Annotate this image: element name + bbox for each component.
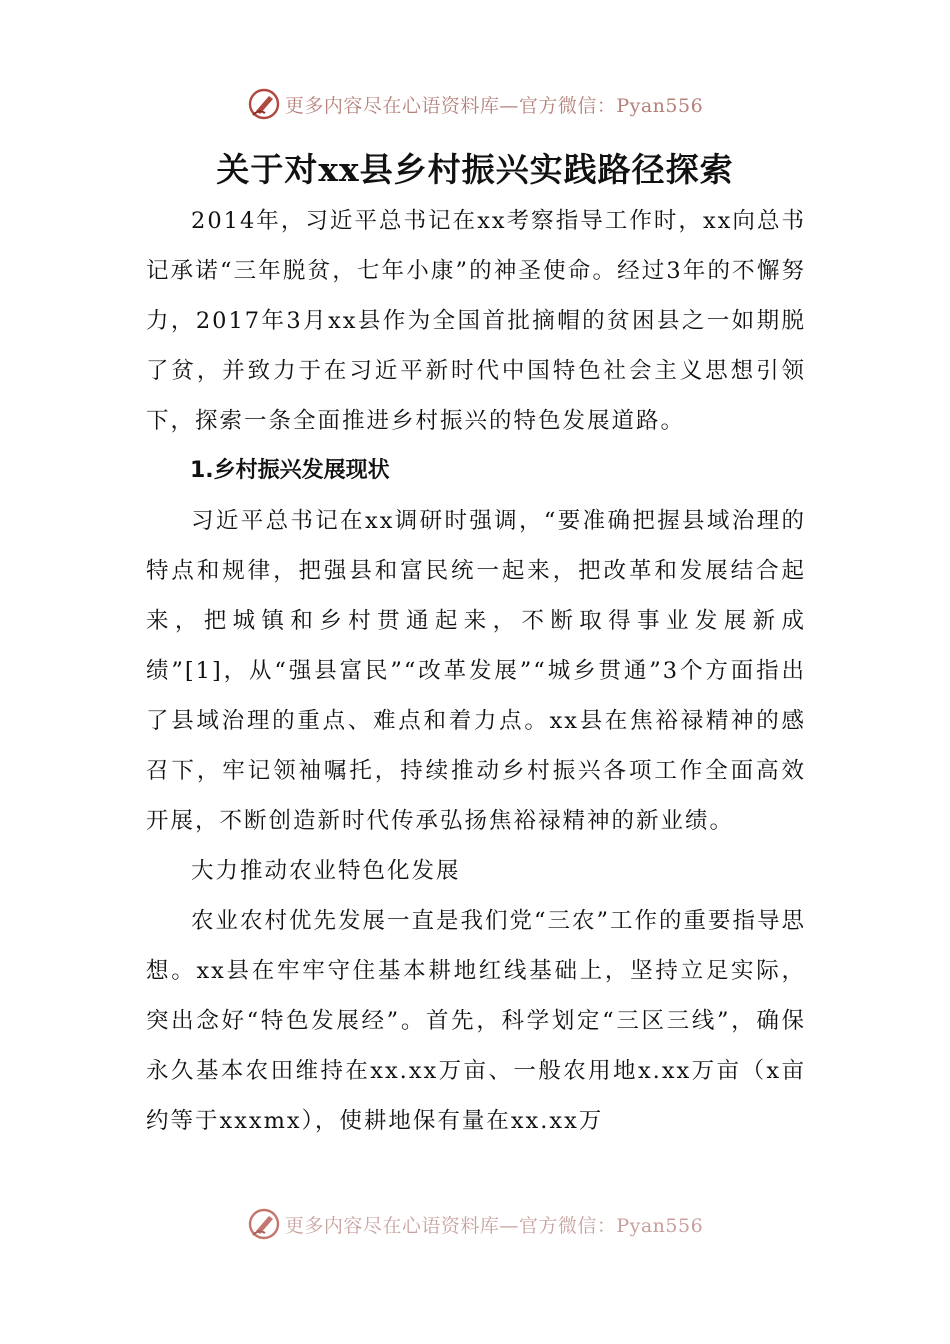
watermark-text: 更多内容尽在心语资料库—官方微信：Pyan556 [284, 1214, 704, 1237]
pen-seal-logo-icon [247, 87, 281, 121]
header-watermark [0, 84, 950, 124]
document-body [146, 196, 806, 1146]
subsection-heading: 大力推动农业特色化发展 [191, 858, 461, 884]
pen-seal-logo-icon [247, 1207, 281, 1241]
section-heading: 1.乡村振兴发展现状 [190, 458, 390, 483]
paragraph: 2014年，习近平总书记在xx考察指导工作时，xx向总书记承诺“三年脱贫，七年小康”的神圣使命。经过3年的不懈努力，2017年3月xx县作为全国首批摘帽的贫困县之一如期脱了贫，并致力于在习近平新时代中国特色社会主义思想引领下，探索一条全面推进乡村振兴的特色发展道路。 [146, 208, 806, 434]
footer-watermark [0, 1204, 950, 1244]
document-title: 关于对xx县乡村振兴实践路径探索 [216, 150, 734, 189]
paragraph: 习近平总书记在xx调研时强调，“要准确把握县域治理的特点和规律，把强县和富民统一起来，把改革和发展结合起来，把城镇和乡村贯通起来，不断取得事业发展新成绩”[1]，从“强县富民”“改革发展”“城乡贯通”3个方面指出了县域治理的重点、难点和着力点。xx县在焦裕禄精神的感召下，牢记领袖嘱托，持续推动乡村振兴各项工作全面高效开展，不断创造新时代传承弘扬焦裕禄精神的新业绩。 [146, 508, 806, 834]
paragraph: 农业农村优先发展一直是我们党“三农”工作的重要指导思想。xx县在牢牢守住基本耕地红线基础上，坚持立足实际，突出念好“特色发展经”。首先，科学划定“三区三线”，确保永久基本农田维持在xx.xx万亩、一般农用地x.xx万亩（x亩约等于xxxmx），使耕地保有量在xx.xx万 [146, 908, 807, 1134]
watermark-text: 更多内容尽在心语资料库—官方微信：Pyan556 [284, 94, 704, 117]
